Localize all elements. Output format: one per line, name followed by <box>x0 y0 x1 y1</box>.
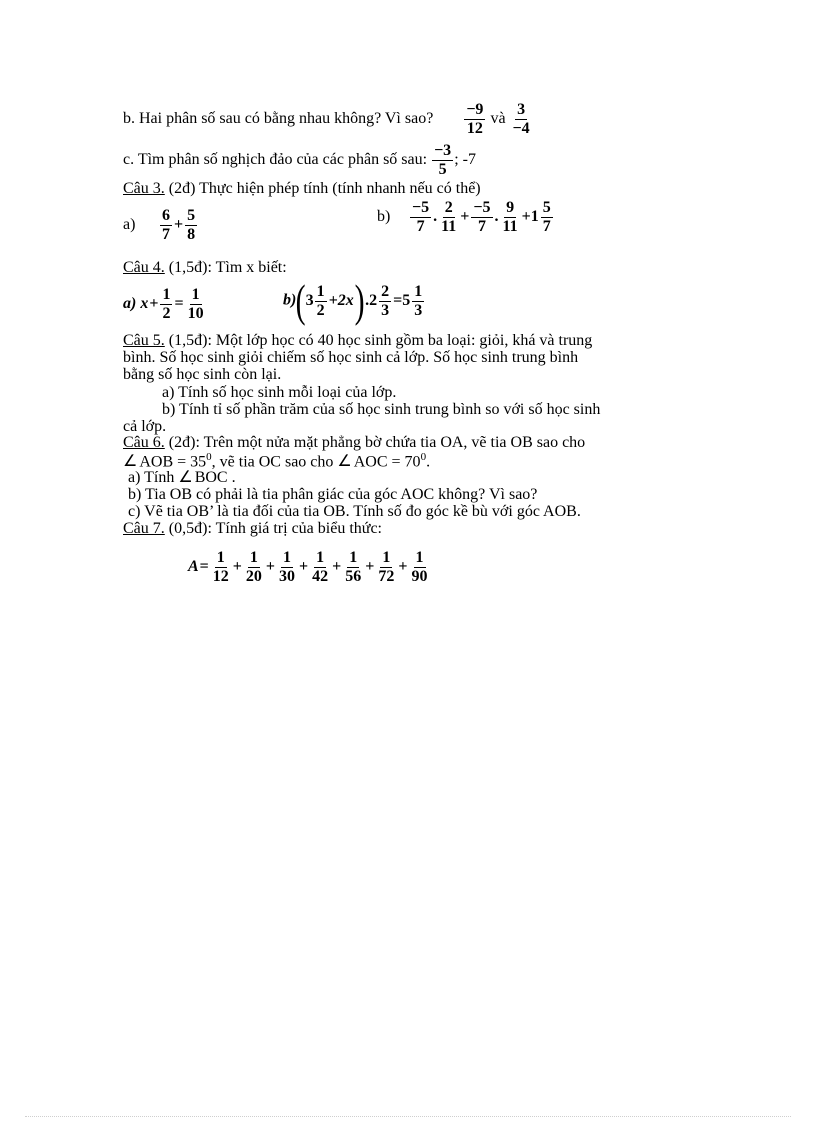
q5-a: a) Tính số học sinh mỗi loại của lớp. <box>162 384 397 401</box>
q3-label: Câu 3. <box>123 180 165 197</box>
q7-expression: A= $\frac{1}{12}$ + $\frac{1}{20}$ + $\frac{1}{30}$ + $\frac{1}{42}$ + $\frac{1}{56}$ + $\frac{1}{72}$ + $\frac{1}{90}$ <box>188 549 428 585</box>
angle-icon: ∠ <box>337 453 352 471</box>
q4-b-label: b) <box>283 291 297 309</box>
fraction: $\frac{9}{11}$ <box>502 199 518 235</box>
q3-b-line: b) $\frac{-5}{7}$ . $\frac{2}{11}$ + $\frac{-5}{7}$ . $\frac{9}{11}$ +1 $\frac{5}{7}$ <box>377 199 551 235</box>
q5-line1: Câu 5. (1,5đ): Một lớp học có 40 học sinh gồm ba loại: giỏi, khá và trung <box>123 332 593 349</box>
q3-text: (2đ) Thực hiện phép tính (tính nhanh nếu có thể) <box>164 180 481 197</box>
and-word: và <box>490 109 506 127</box>
q6-c: c) Vẽ tia OB’ là tia đối của tia OB. Tính số đo góc kề bù với góc AOB. <box>128 503 581 520</box>
fraction: $\frac{-5}{7}$ <box>412 199 430 235</box>
q7-heading: Câu 7. (0,5đ): Tính giá trị của biểu thức: <box>123 520 382 537</box>
page-bottom-divider <box>25 1116 791 1117</box>
fraction: $\frac{1}{2}$ <box>316 282 325 319</box>
q4-heading <box>123 260 287 277</box>
fraction: $\frac{2}{11}$ <box>441 199 457 235</box>
q6-line2: ∠ AOB = $35^0$, vẽ tia OC sao cho ∠ AOC = $70^0$. <box>123 451 431 471</box>
fraction: $\frac{1}{56}$ <box>345 549 362 585</box>
q3-a-label: a) <box>123 215 136 233</box>
question-c-text: c. Tìm phân số nghịch đảo của các phân số sau: <box>123 150 428 168</box>
q4-a-label: a) <box>123 294 137 312</box>
q5-b1: b) Tính tỉ số phần trăm của số học sinh trung bình so với số học sinh <box>162 401 601 418</box>
fraction: $\frac{3}{-4}$ <box>512 101 530 137</box>
q5-b2: cả lớp. <box>123 418 167 435</box>
q4-text: (1,5đ): Tìm x biết: <box>164 259 287 276</box>
q5-line3: bằng số học sinh còn lại. <box>123 366 282 383</box>
question-c-line <box>123 142 476 178</box>
question-b-text: b. Hai phân số sau có bằng nhau không? Vì sao? <box>123 109 434 127</box>
q7-label: Câu 7. <box>123 520 165 537</box>
q3-heading <box>123 181 481 198</box>
q4-label: Câu 4. <box>123 259 165 276</box>
q4-b-line: b)( 3 $\frac{1}{2}$ +2x).2 $\frac{2}{3}$ =5 $\frac{1}{3}$ <box>283 275 423 326</box>
q6-line1: Câu 6. (2đ): Trên một nửa mặt phẳng bờ chứa tia OA, vẽ tia OB sao cho <box>123 434 586 451</box>
fraction: $\frac{1}{30}$ <box>279 549 296 585</box>
fraction: $\frac{5}{7}$ <box>542 199 551 235</box>
q5-label: Câu 5. <box>123 332 165 349</box>
fraction: $\frac{1}{3}$ <box>414 282 423 319</box>
q6-b: b) Tia OB có phải là tia phân giác của góc AOC không? Vì sao? <box>128 486 538 503</box>
fraction: $\frac{-3}{5}$ <box>434 142 452 178</box>
q5-line2: bình. Số học sinh giỏi chiếm số học sinh cả lớp. Số học sinh trung bình <box>123 349 579 366</box>
fraction: $\frac{-9}{12}$ <box>466 101 484 137</box>
q3-a-line: a) $\frac{6}{7}$ + $\frac{5}{8}$ <box>123 207 196 243</box>
angle-icon: ∠ <box>123 453 138 471</box>
fraction: $\frac{1}{12}$ <box>212 549 229 585</box>
question-b-line <box>123 101 533 137</box>
q3-b-label: b) <box>377 207 391 225</box>
fraction: $\frac{2}{3}$ <box>381 282 390 319</box>
fraction: $\frac{1}{42}$ <box>312 549 329 585</box>
fraction: $\frac{1}{90}$ <box>411 549 428 585</box>
fraction: $\frac{-5}{7}$ <box>473 199 491 235</box>
fraction: $\frac{6}{7}$ <box>162 207 170 243</box>
fraction: $\frac{5}{8}$ <box>187 207 196 243</box>
fraction: $\frac{1}{72}$ <box>378 549 395 585</box>
q6-label: Câu 6. <box>123 434 165 451</box>
q6-a: a) Tính ∠ BOC . <box>128 469 236 486</box>
angle-icon: ∠ <box>178 469 193 486</box>
q4-a-line: a) x+ $\frac{1}{2}$ = $\frac{1}{10}$ <box>123 286 204 322</box>
fraction: $\frac{1}{20}$ <box>245 549 262 585</box>
fraction: $\frac{1}{2}$ <box>162 286 171 322</box>
fraction: $\frac{1}{10}$ <box>187 286 204 322</box>
question-c-tail: ; -7 <box>454 150 476 168</box>
